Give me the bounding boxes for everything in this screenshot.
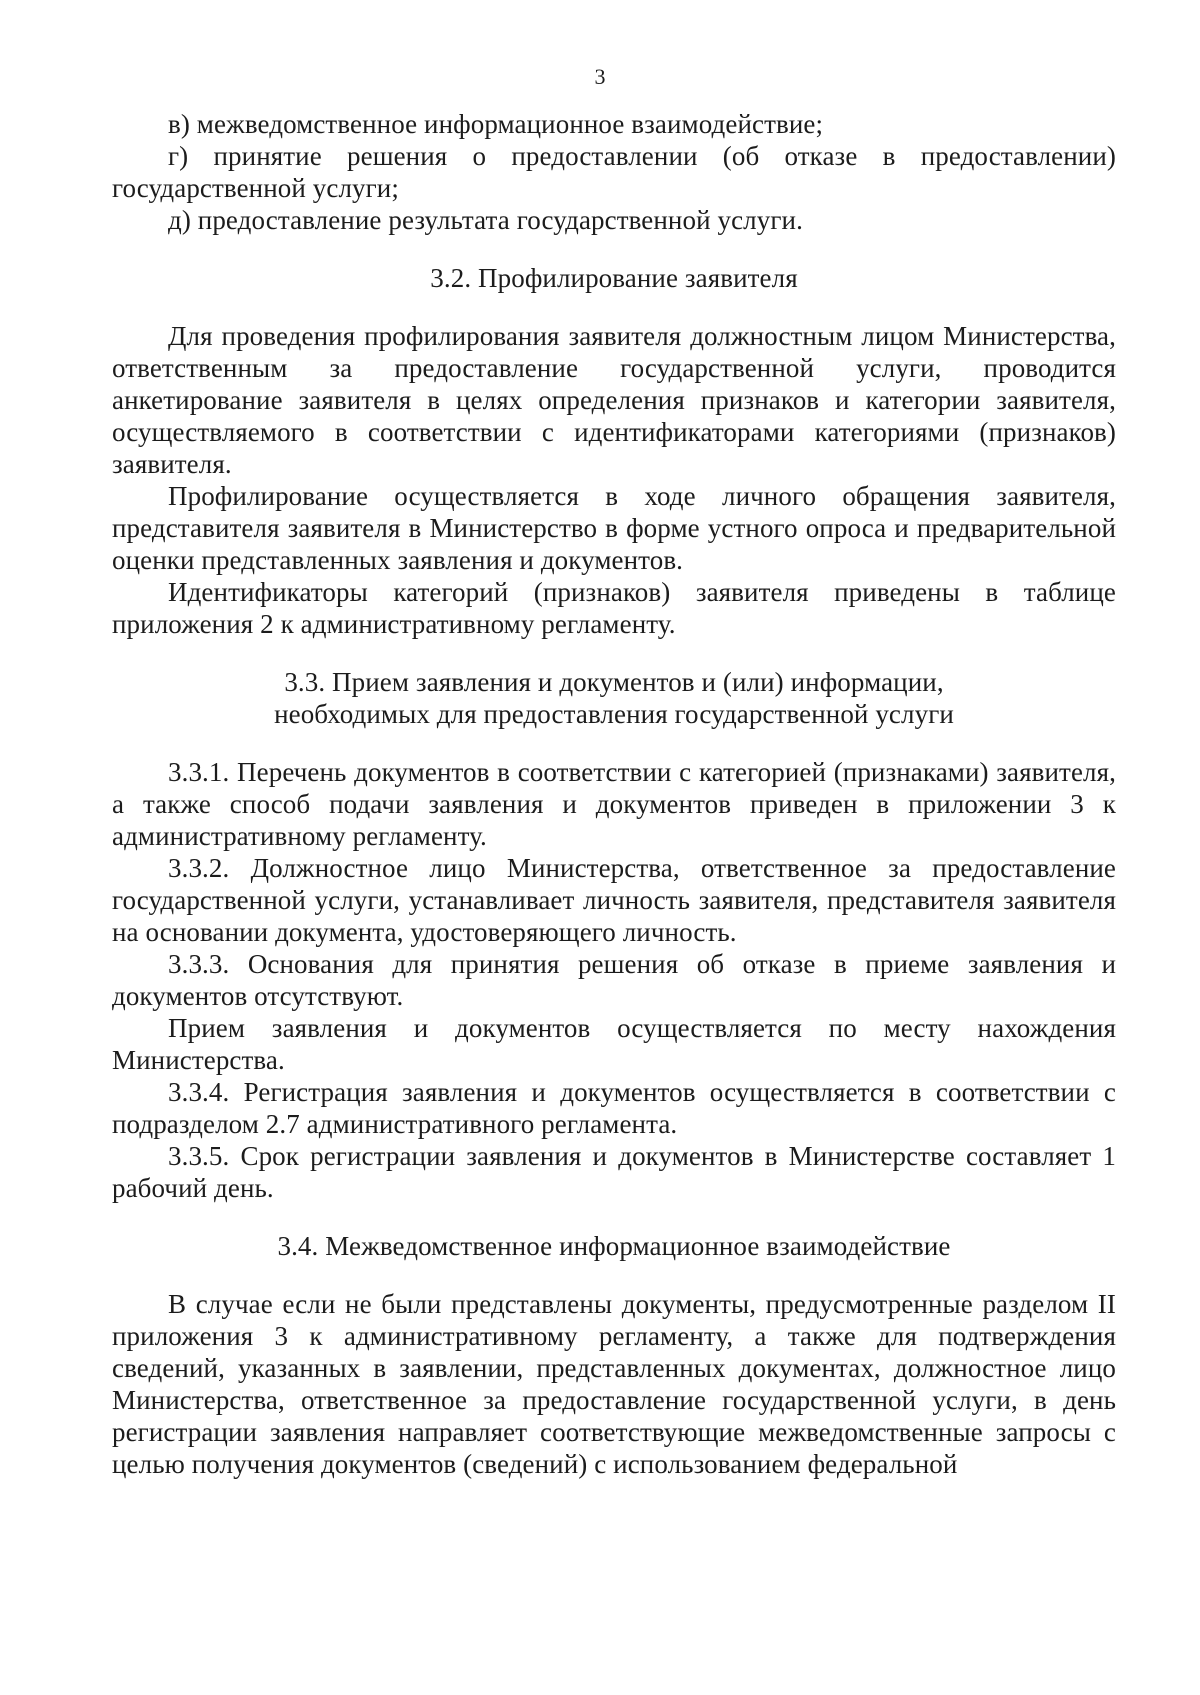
section-heading-3-4 — [112, 1230, 1116, 1262]
section-heading-3-3 — [112, 666, 1116, 730]
heading-line: 3.4. Межведомственное информационное взаимодействие — [277, 1231, 951, 1261]
heading-line: 3.3. Прием заявления и документов и (или) информации, — [284, 667, 944, 697]
paragraph-3-3-3: 3.3.3. Основания для принятия решения об отказе в приеме заявления и документов отсутствуют. — [112, 949, 1116, 1011]
list-item-v: в) межведомственное информационное взаимодействие; — [168, 109, 824, 139]
paragraph-profiling-intro: Для проведения профилирования заявителя должностным лицом Министерства, ответственным за предоставление государственной услуги, проводится анкетирование заявителя в целях определения признаков и категории заявителя, осуществляемого в соответствии с идентификаторами категориями (признаков) заявителя. — [112, 321, 1116, 479]
paragraph-profiling-identifiers: Идентификаторы категорий (признаков) заявителя приведены в таблице приложения 2 к административному регламенту. — [112, 577, 1116, 639]
document-body — [112, 108, 1116, 1480]
heading-line: 3.2. Профилирование заявителя — [430, 263, 798, 293]
list-item-d: д) предоставление результата государственной услуги. — [168, 205, 803, 235]
paragraph-profiling-process: Профилирование осуществляется в ходе личного обращения заявителя, представителя заявителя в Министерство в форме устного опроса и предварительной оценки представленных заявления и документов. — [112, 481, 1116, 575]
paragraph-interagency: В случае если не были представлены документы, предусмотренные разделом II приложения 3 к административному регламенту, а также для подтверждения сведений, указанных в заявлении, представленных документах, должностное лицо Министерства, ответственное за предоставление государственной услуги, в день регистрации заявления направляет соответствующие межведомственные запросы с целью получения документов (сведений) с использованием федеральной — [112, 1289, 1116, 1479]
paragraph-reception-place: Прием заявления и документов осуществляется по месту нахождения Министерства. — [112, 1013, 1116, 1075]
section-heading-3-2 — [112, 262, 1116, 294]
paragraph-3-3-5: 3.3.5. Срок регистрации заявления и документов в Министерстве составляет 1 рабочий день. — [112, 1141, 1116, 1203]
list-item-g: г) принятие решения о предоставлении (об отказе в предоставлении) государственной услуги; — [112, 141, 1116, 203]
heading-line: необходимых для предоставления государственной услуги — [274, 699, 954, 729]
page-number: 3 — [594, 64, 606, 89]
paragraph-3-3-2: 3.3.2. Должностное лицо Министерства, ответственное за предоставление государственной услуги, устанавливает личность заявителя, представителя заявителя на основании документа, удостоверяющего личность. — [112, 853, 1116, 947]
paragraph-3-3-1: 3.3.1. Перечень документов в соответствии с категорией (признаками) заявителя, а также способ подачи заявления и документов приведен в приложении 3 к административному регламенту. — [112, 757, 1116, 851]
paragraph-3-3-4: 3.3.4. Регистрация заявления и документов осуществляется в соответствии с подразделом 2.7 административного регламента. — [112, 1077, 1116, 1139]
